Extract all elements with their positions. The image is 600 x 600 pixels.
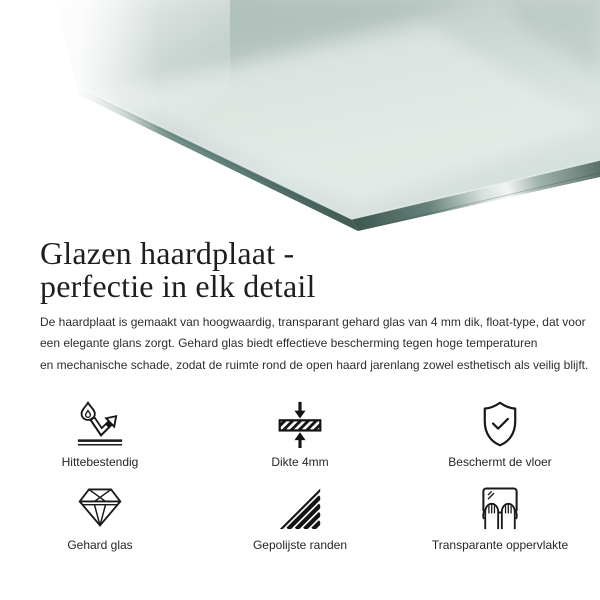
- title-line-2: perfectie in elk detail: [40, 268, 316, 304]
- feature-dikte-4mm: [200, 400, 400, 469]
- polished-edges-icon: [272, 483, 328, 531]
- flame-bounce-icon: [72, 400, 128, 448]
- feature-label: Gepolijste randen: [252, 538, 348, 552]
- feature-label: Dikte 4mm: [271, 455, 329, 469]
- diamond-icon: [72, 483, 128, 531]
- feature-beschermt-de-vloer: [400, 400, 600, 469]
- title-line-1: Glazen haardplaat -: [40, 235, 295, 271]
- shield-check-icon: [472, 400, 528, 448]
- feature-label: Beschermt de vloer: [448, 455, 552, 469]
- feature-label: Hittebestendig: [61, 455, 139, 469]
- feature-label: Transparante oppervlakte: [431, 538, 569, 552]
- feature-hittebestendig: [0, 400, 200, 469]
- product-description: [40, 312, 589, 376]
- feature-gehard-glas: [0, 483, 200, 552]
- feature-grid: [0, 400, 600, 552]
- description-line: De haardplaat is gemaakt van hoogwaardig, transparant gehard glas van 4 mm dik, float-type, dat voor: [40, 315, 586, 329]
- glass-plate-photo: [0, 0, 600, 262]
- description-line: een elegante glans zorgt. Gehard glas biedt effectieve bescherming tegen hoge temperaturen: [40, 336, 538, 351]
- page-title: [40, 237, 316, 303]
- feature-transparante-oppervlakte: [400, 483, 600, 552]
- feature-label: Gehard glas: [67, 538, 133, 552]
- description-line: en mechanische schade, zodat de ruimte rond de open haard jarenlang zowel esthetisch als veilig blijft.: [40, 357, 589, 372]
- product-photo: [0, 0, 600, 262]
- thickness-arrows-icon: [272, 400, 328, 448]
- feature-gepolijste-randen: [200, 483, 400, 552]
- hands-holding-glass-icon: [472, 483, 528, 531]
